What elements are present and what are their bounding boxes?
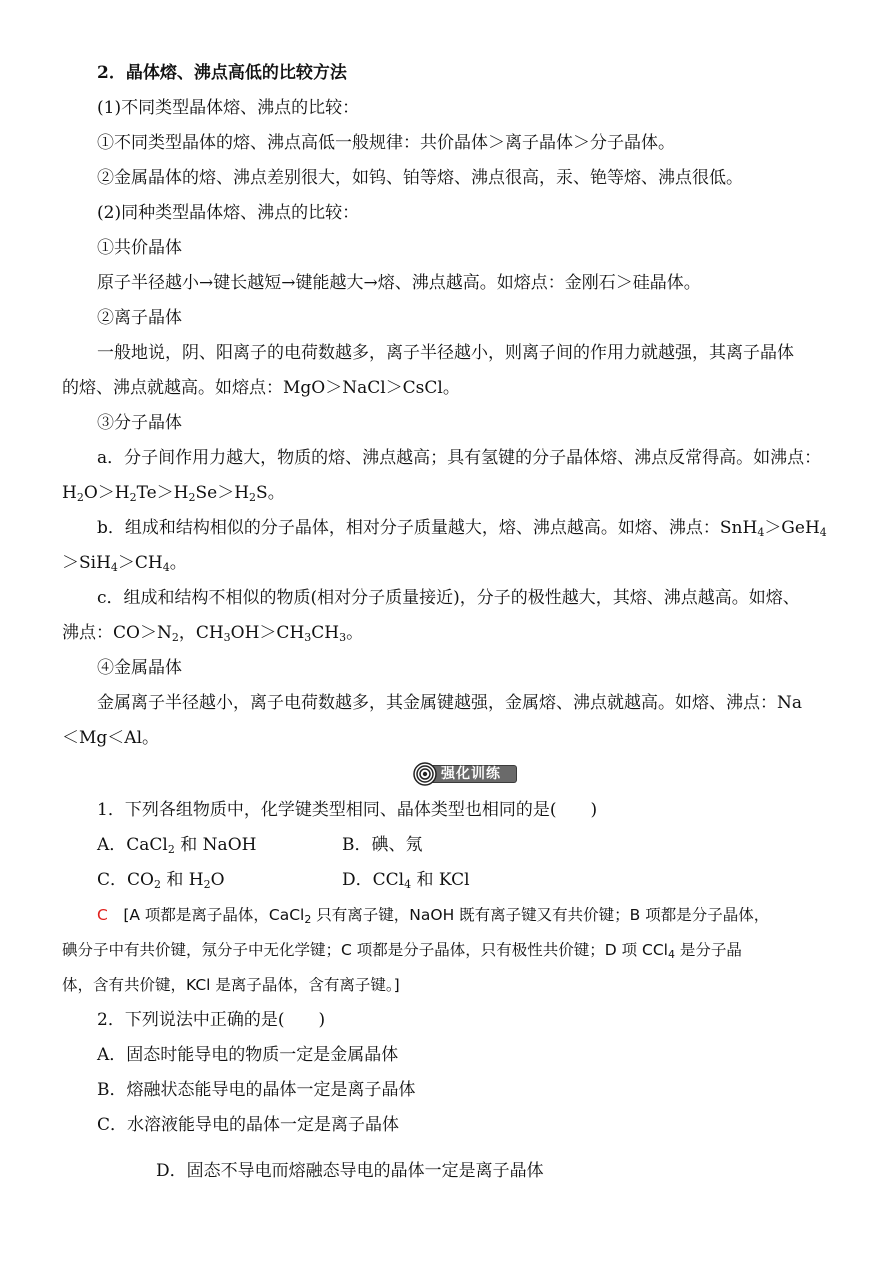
molecular-a-line1: a．分子间作用力越大，物质的熔、沸点越高；具有氢键的分子晶体熔、沸点反常得高。如沸点： [97, 448, 822, 468]
covalent-text: 原子半径越小→键长越短→键能越大→熔、沸点越高。如熔点：金刚石＞硅晶体。 [97, 273, 701, 293]
metallic-title: ④金属晶体 [97, 658, 182, 678]
q1-explanation-line1: C [A 项都是离子晶体，CaCl$_2$ 只有离子键，NaOH 既有离子键又有共价键；B 项都是分子晶体， [97, 906, 770, 926]
rule-2: ②金属晶体的熔、沸点差别很大，如钨、铂等熔、沸点很高，汞、铯等熔、沸点很低。 [97, 168, 743, 188]
ionic-title: ②离子晶体 [97, 308, 182, 328]
rule-1: ①不同类型晶体的熔、沸点高低一般规律：共价晶体＞离子晶体＞分子晶体。 [97, 133, 675, 153]
q2-option-b: B．熔融状态能导电的晶体一定是离子晶体 [97, 1080, 416, 1100]
subsection-2: (2)同种类型晶体熔、沸点的比较： [97, 203, 360, 223]
subsection-1: (1)不同类型晶体熔、沸点的比较： [97, 98, 360, 118]
q1-answer: C [97, 906, 108, 924]
molecular-a-line2: $H_2O>H_2Te>H_2Se>H_2S$。 [62, 483, 285, 504]
q1-option-b: B．碘、氖 [342, 835, 423, 855]
q1-explanation-line3: 体，含有共价键，KCl 是离子晶体，含有离子键。] [62, 976, 400, 994]
molecular-c-line1: c．组成和结构不相似的物质(相对分子质量接近)，分子的极性越大，其熔、沸点越高。如熔、 [97, 588, 800, 608]
molecular-b-line2: $>SiH_4>CH_4$。 [62, 553, 187, 574]
question-1: 1．下列各组物质中，化学键类型相同、晶体类型也相同的是( ) [97, 800, 598, 820]
q2-option-c: C．水溶液能导电的晶体一定是离子晶体 [97, 1115, 400, 1135]
molecular-c-line2: 沸点：$CO>N_2$，$CH_3OH>CH_3CH_3$。 [62, 623, 364, 644]
section-heading: 2．晶体熔、沸点高低的比较方法 [97, 63, 347, 83]
metallic-text-line1: 金属离子半径越小，离子电荷数越多，其金属键越强，金属熔、沸点就越高。如熔、沸点：Na [97, 693, 803, 713]
ionic-text-line1: 一般地说，阴、阳离子的电荷数越多，离子半径越小，则离子间的作用力就越强，其离子晶体 [97, 343, 794, 363]
practice-banner [413, 762, 519, 786]
q2-option-d: D．固态不导电而熔融态导电的晶体一定是离子晶体 [156, 1161, 544, 1181]
q1-option-d: D．CCl$_4$ 和 KCl [342, 870, 470, 891]
molecular-title: ③分子晶体 [97, 413, 182, 433]
q2-option-a: A．固态时能导电的物质一定是金属晶体 [97, 1045, 399, 1065]
q1-explanation-line2: 碘分子中有共价键，氖分子中无化学键；C 项都是分子晶体，只有极性共价键；D 项 CCl$_4$ 是分子晶 [62, 941, 742, 961]
banner-label: 强化训练 [441, 766, 501, 782]
metallic-text-line2: ＜Mg＜Al。 [62, 728, 160, 748]
q1-option-c: C．$CO_2$ 和 $H_2O$ [97, 870, 225, 891]
question-2: 2．下列说法中正确的是( ) [97, 1010, 326, 1030]
molecular-b-line1: b．组成和结构相似的分子晶体，相对分子质量越大，熔、沸点越高。如熔、沸点：SnH$_4$＞GeH$_4$ [97, 518, 827, 539]
covalent-title: ①共价晶体 [97, 238, 182, 258]
q1-option-a: A．CaCl$_2$ 和 NaOH [97, 835, 257, 856]
ionic-text-line2: 的熔、沸点就越高。如熔点：MgO＞NaCl＞CsCl。 [62, 378, 460, 398]
